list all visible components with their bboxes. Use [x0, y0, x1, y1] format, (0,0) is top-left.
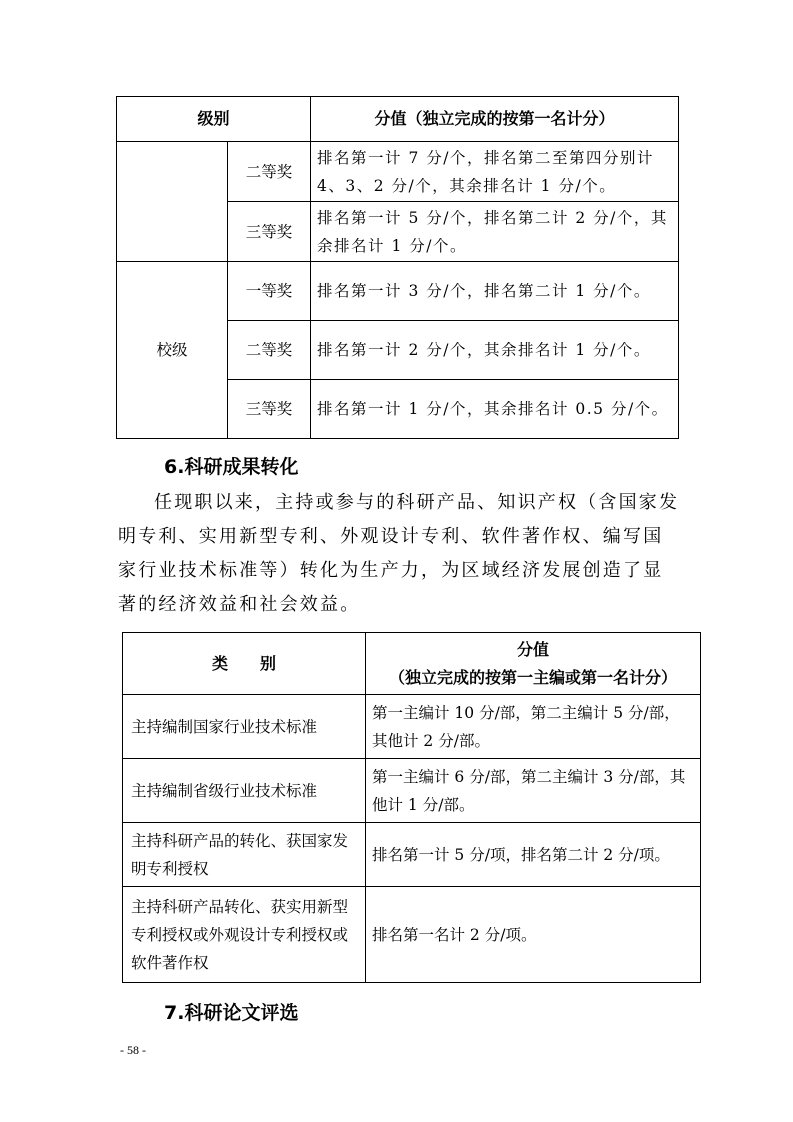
- prize-cell: 一等奖: [228, 262, 311, 321]
- header-score-line1: 分值: [516, 639, 549, 659]
- conversion-score-table: [122, 632, 701, 983]
- prize-cell: 二等奖: [228, 142, 311, 202]
- prize-cell: 三等奖: [228, 380, 311, 439]
- category-cell: 主持编制国家行业技术标准: [123, 695, 366, 759]
- category-cell: 主持编制省级行业技术标准: [123, 759, 366, 823]
- score-cell: 第一主编计 10 分/部，第二主编计 5 分/部，其他计 2 分/部。: [366, 695, 701, 759]
- level-cell-empty: [117, 142, 228, 262]
- header-score: [366, 633, 701, 695]
- score-cell: 排名第一计 5 分/项，排名第二计 2 分/项。: [366, 823, 701, 887]
- category-cell: 主持科研产品转化、获实用新型专利授权或外观设计专利授权或软件著作权: [123, 887, 366, 983]
- level-cell-school: 校级: [117, 262, 228, 439]
- award-score-table: [116, 96, 679, 439]
- prize-cell: 三等奖: [228, 202, 311, 262]
- prize-cell: 二等奖: [228, 321, 311, 380]
- header-category: 类 别: [123, 633, 366, 695]
- header-score-line2: （独立完成的按第一主编或第一名计分）: [388, 667, 677, 687]
- score-desc-cell: 排名第一计 3 分/个，排名第二计 1 分/个。: [311, 262, 679, 321]
- page-number: - 58 -: [120, 1043, 146, 1057]
- header-score: 分值（独立完成的按第一名计分）: [311, 97, 679, 142]
- score-desc-cell: 排名第一计 2 分/个，其余排名计 1 分/个。: [311, 321, 679, 380]
- score-desc-cell: 排名第一计 7 分/个，排名第二至第四分别计 4、3、2 分/个，其余排名计 1 分/个。: [311, 142, 679, 202]
- section-7-title: 7.科研论文评选: [164, 1002, 299, 1024]
- score-desc-cell: 排名第一计 1 分/个，其余排名计 0.5 分/个。: [311, 380, 679, 439]
- score-desc-cell: 排名第一计 5 分/个，排名第二计 2 分/个，其余排名计 1 分/个。: [311, 202, 679, 262]
- header-level: 级别: [117, 97, 311, 142]
- section-6-paragraph: 任现职以来，主持或参与的科研产品、知识产权（含国家发明专利、实用新型专利、外观设计专利、软件著作权、编写国家行业技术标准等）转化为生产力，为区域经济发展创造了显著的经济效益和社会效益。: [118, 492, 680, 615]
- section-6-title: 6.科研成果转化: [164, 456, 299, 478]
- score-cell: 排名第一名计 2 分/项。: [366, 887, 701, 983]
- category-cell: 主持科研产品的转化、获国家发明专利授权: [123, 823, 366, 887]
- score-cell: 第一主编计 6 分/部，第二主编计 3 分/部，其他计 1 分/部。: [366, 759, 701, 823]
